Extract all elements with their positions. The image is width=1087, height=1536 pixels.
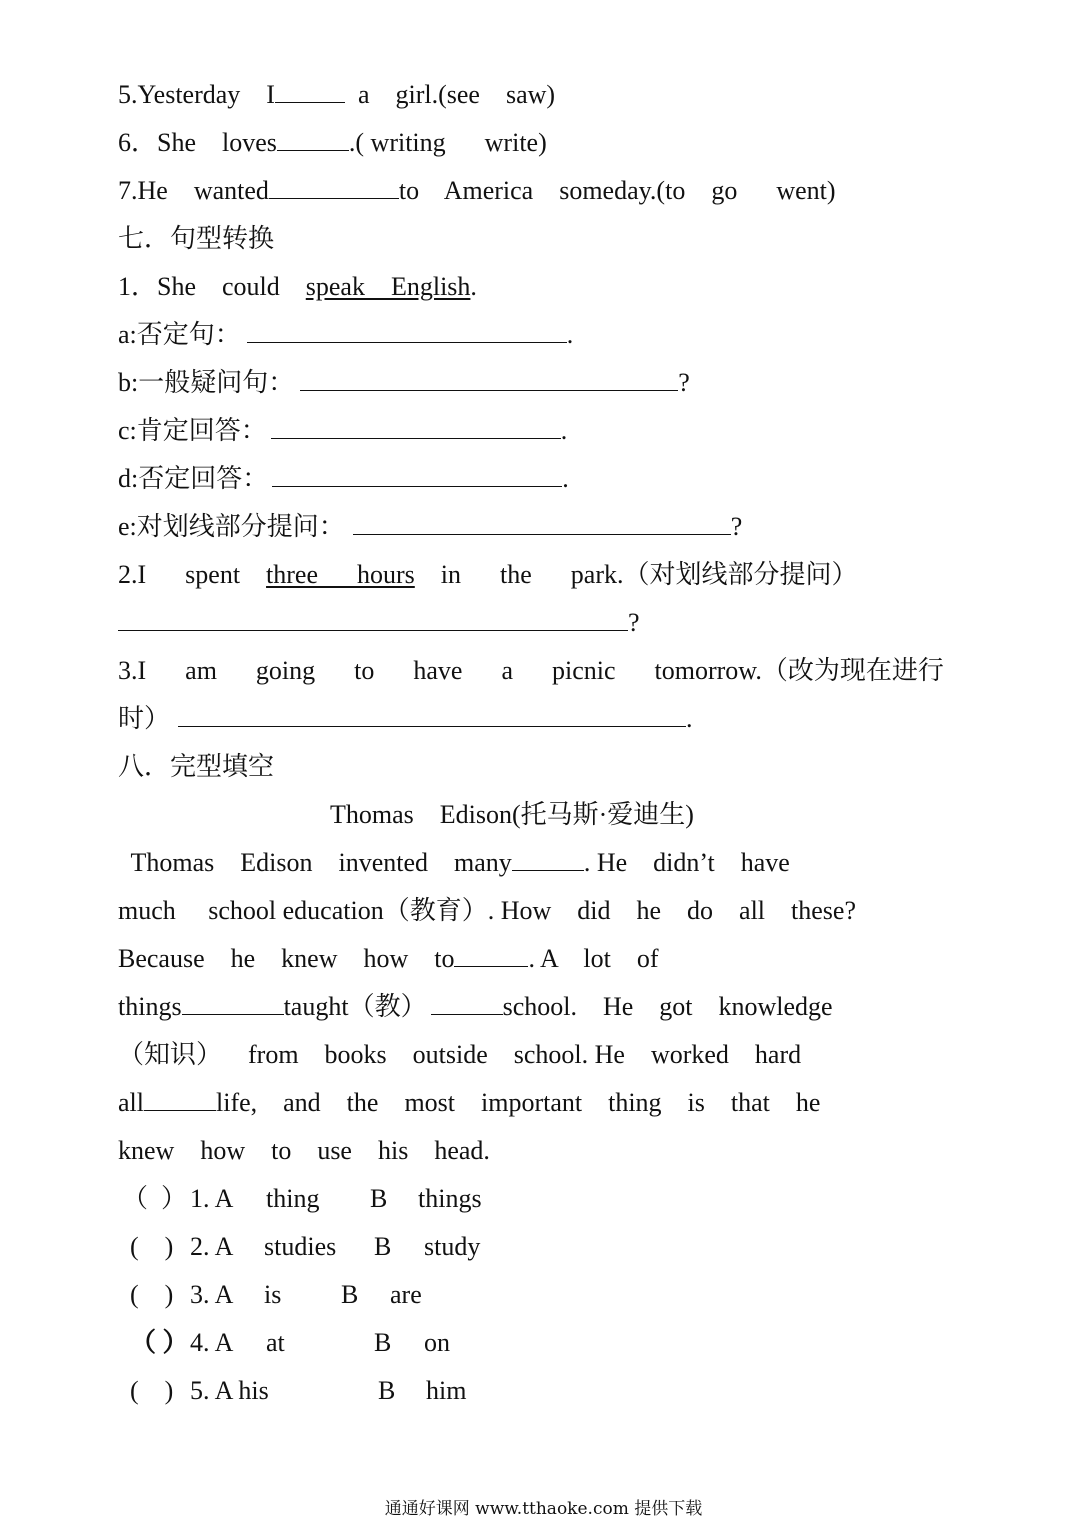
option-a: thing bbox=[266, 1184, 320, 1213]
answer-blank[interactable] bbox=[247, 320, 567, 343]
passage-title: Thomas Edison(托马斯·爱迪生) bbox=[330, 800, 694, 829]
passage-line: （知识） from books outside school. He worked hard bbox=[118, 1040, 802, 1069]
exercise-6: 6．She loves .( writing write) bbox=[118, 128, 547, 157]
transform-c: c:肯定回答： . bbox=[118, 416, 568, 445]
answer-paren[interactable]: ( ) bbox=[130, 1280, 174, 1309]
option-b: on bbox=[424, 1328, 450, 1357]
answer-blank[interactable] bbox=[272, 464, 562, 487]
answer-blank[interactable] bbox=[182, 992, 284, 1015]
option-b: things bbox=[418, 1184, 482, 1213]
option-a: is bbox=[264, 1280, 282, 1309]
section-7-heading: 七．句型转换 bbox=[118, 224, 275, 253]
transform-q2-answer: ? bbox=[118, 606, 640, 640]
answer-paren[interactable]: （ ） bbox=[130, 1328, 189, 1357]
answer-blank[interactable] bbox=[275, 80, 345, 103]
option-a: studies bbox=[264, 1232, 337, 1261]
answer-paren[interactable]: ( ) bbox=[130, 1376, 174, 1405]
transform-d: d:否定回答： . bbox=[118, 464, 569, 493]
answer-blank[interactable] bbox=[144, 1088, 216, 1111]
answer-blank[interactable] bbox=[277, 128, 349, 151]
passage-line: knew how to use his head. bbox=[118, 1136, 490, 1165]
transform-e: e:对划线部分提问： ? bbox=[118, 512, 743, 541]
answer-blank[interactable] bbox=[118, 608, 628, 631]
option-b: him bbox=[426, 1376, 467, 1405]
transform-a: a:否定句： . bbox=[118, 320, 574, 349]
option-b: study bbox=[424, 1232, 481, 1261]
transform-q3-answer: 时） . bbox=[118, 704, 693, 733]
answer-blank[interactable] bbox=[269, 176, 399, 199]
passage-line: Thomas Edison invented many . He didn’t have bbox=[118, 848, 790, 877]
answer-blank[interactable] bbox=[271, 416, 561, 439]
passage-line: much school education（教育）. How did he do all these? bbox=[118, 896, 856, 925]
page-footer: 通通好课网 www.tthaoke.com 提供下载 bbox=[384, 1499, 703, 1519]
option-a: at bbox=[266, 1328, 285, 1357]
answer-blank[interactable] bbox=[353, 512, 731, 535]
passage-line: all life, and the most important thing is that he bbox=[118, 1088, 821, 1117]
answer-blank[interactable] bbox=[431, 992, 503, 1015]
answer-blank[interactable] bbox=[300, 368, 678, 391]
transform-q3: 3.I am going to have a picnic tomorrow.（改为现在进行 bbox=[118, 656, 944, 685]
underlined-phrase: three hours bbox=[266, 560, 415, 589]
exercise-5: 5.Yesterday I a girl.(see saw) bbox=[118, 80, 556, 109]
passage-line: things taught（教） school. He got knowledge bbox=[118, 992, 833, 1021]
answer-paren[interactable]: （ ） bbox=[122, 1184, 188, 1213]
answer-blank[interactable] bbox=[512, 848, 584, 871]
option-b: are bbox=[390, 1280, 422, 1309]
exercise-7: 7.He wanted to America someday.(to go went) bbox=[118, 176, 836, 205]
transform-b: b:一般疑问句： ? bbox=[118, 368, 690, 397]
answer-blank[interactable] bbox=[178, 704, 686, 727]
passage-line: Because he knew how to . A lot of bbox=[118, 944, 659, 973]
answer-blank[interactable] bbox=[454, 944, 528, 967]
underlined-phrase: speak English bbox=[305, 272, 471, 301]
section-8-heading: 八．完型填空 bbox=[118, 752, 275, 781]
transform-q2: 2.I spent three hours in the park.（对划线部分提问） bbox=[118, 560, 858, 589]
answer-paren[interactable]: ( ) bbox=[130, 1232, 174, 1261]
transform-q1: 1．She could speak English. bbox=[118, 272, 477, 301]
